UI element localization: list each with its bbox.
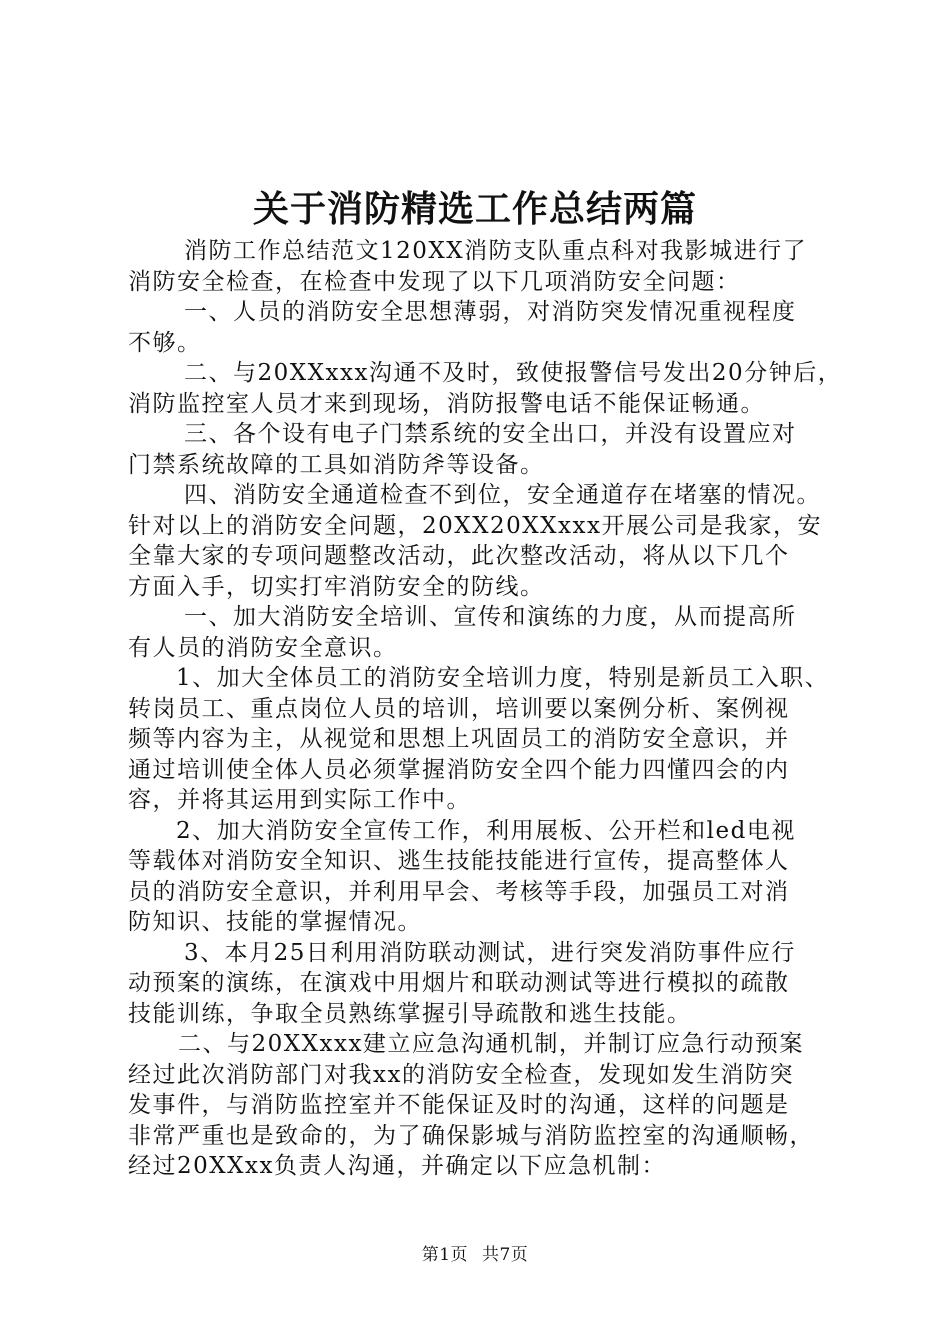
paragraph-line: 技能训练，争取全员熟练掌握引导疏散和逃生技能。	[128, 1000, 692, 1027]
document-body	[128, 236, 848, 1182]
paragraph-line: 有人员的消防安全意识。	[128, 634, 398, 661]
paragraph-line: 容，并将其运用到实际工作中。	[128, 787, 471, 813]
paragraph-line: 3、本月25日利用消防联动测试，进行突发消防事件应行	[184, 939, 796, 966]
paragraph-line: 非常严重也是致命的，为了确保影城与消防监控室的沟通顺畅，	[128, 1122, 814, 1149]
paragraph-line: 方面入手，切实打牢消防安全的防线。	[128, 573, 545, 600]
paragraph-line: 2、加大消防安全宣传工作，利用展板、公开栏和led电视	[176, 817, 796, 844]
page-number: 第1页	[421, 1245, 469, 1265]
paragraph-line: 消防安全检查，在检查中发现了以下几项消防安全问题：	[128, 268, 741, 295]
paragraph-line: 1、加大全体员工的消防安全培训力度，特别是新员工入职、	[176, 665, 830, 691]
paragraph-line: 动预案的演练，在演戏中用烟片和联动测试等进行模拟的疏散	[128, 970, 790, 996]
paragraph-line: 发事件，与消防监控室并不能保证及时的沟通，这样的问题是	[128, 1092, 790, 1118]
paragraph-line: 经过20XXxx负责人沟通，并确定以下应急机制：	[128, 1153, 666, 1179]
paragraph-line: 消防工作总结范文120XX消防支队重点科对我影城进行了	[184, 238, 808, 264]
paragraph-line: 针对以上的消防安全问题，20XX20XXxxx开展公司是我家，安	[128, 512, 822, 539]
paragraph-line: 等载体对消防安全知识、逃生技能技能进行宣传，提高整体人	[128, 848, 790, 874]
paragraph-line: 二、与20XXxxx建立应急沟通机制，并制订应急行动预案	[178, 1031, 804, 1057]
paragraph-line: 一、人员的消防安全思想薄弱，对消防突发情况重视程度	[184, 299, 797, 325]
paragraph-line: 经过此次消防部门对我xx的消防安全检查，发现如发生消防突	[128, 1061, 794, 1088]
paragraph-line: 转岗员工、重点岗位人员的培训，培训要以案例分析、案例视	[128, 695, 790, 722]
paragraph-line: 不够。	[128, 329, 202, 356]
paragraph-line: 员的消防安全意识，并利用早会、考核等手段，加强员工对消	[128, 878, 790, 905]
paragraph-line: 一、加大消防安全培训、宣传和演练的力度，从而提高所	[184, 604, 797, 630]
paragraph-line: 二、与20XXxxx沟通不及时，致使报警信号发出20分钟后，	[184, 360, 843, 386]
document-title: 关于消防精选工作总结两篇	[252, 188, 697, 230]
paragraph-line: 通过培训使全体人员必须掌握消防安全四个能力四懂四会的内	[128, 756, 790, 783]
paragraph-line: 三、各个设有电子门禁系统的安全出口，并没有设置应对	[184, 421, 797, 447]
page-footer	[0, 1244, 950, 1266]
paragraph-line: 四、消防安全通道检查不到位，安全通道存在堵塞的情况。	[184, 482, 821, 508]
paragraph-line: 门禁系统故障的工具如消防斧等设备。	[128, 451, 545, 478]
paragraph-line: 防知识、技能的掌握情况。	[128, 909, 422, 935]
paragraph-line: 消防监控室人员才来到现场，消防报警电话不能保证畅通。	[128, 390, 765, 417]
paragraph-line: 全靠大家的专项问题整改活动，此次整改活动，将从以下几个	[128, 543, 790, 569]
paragraph-line: 频等内容为主，从视觉和思想上巩固员工的消防安全意识，并	[128, 726, 790, 752]
page-total: 共7页	[481, 1245, 529, 1265]
